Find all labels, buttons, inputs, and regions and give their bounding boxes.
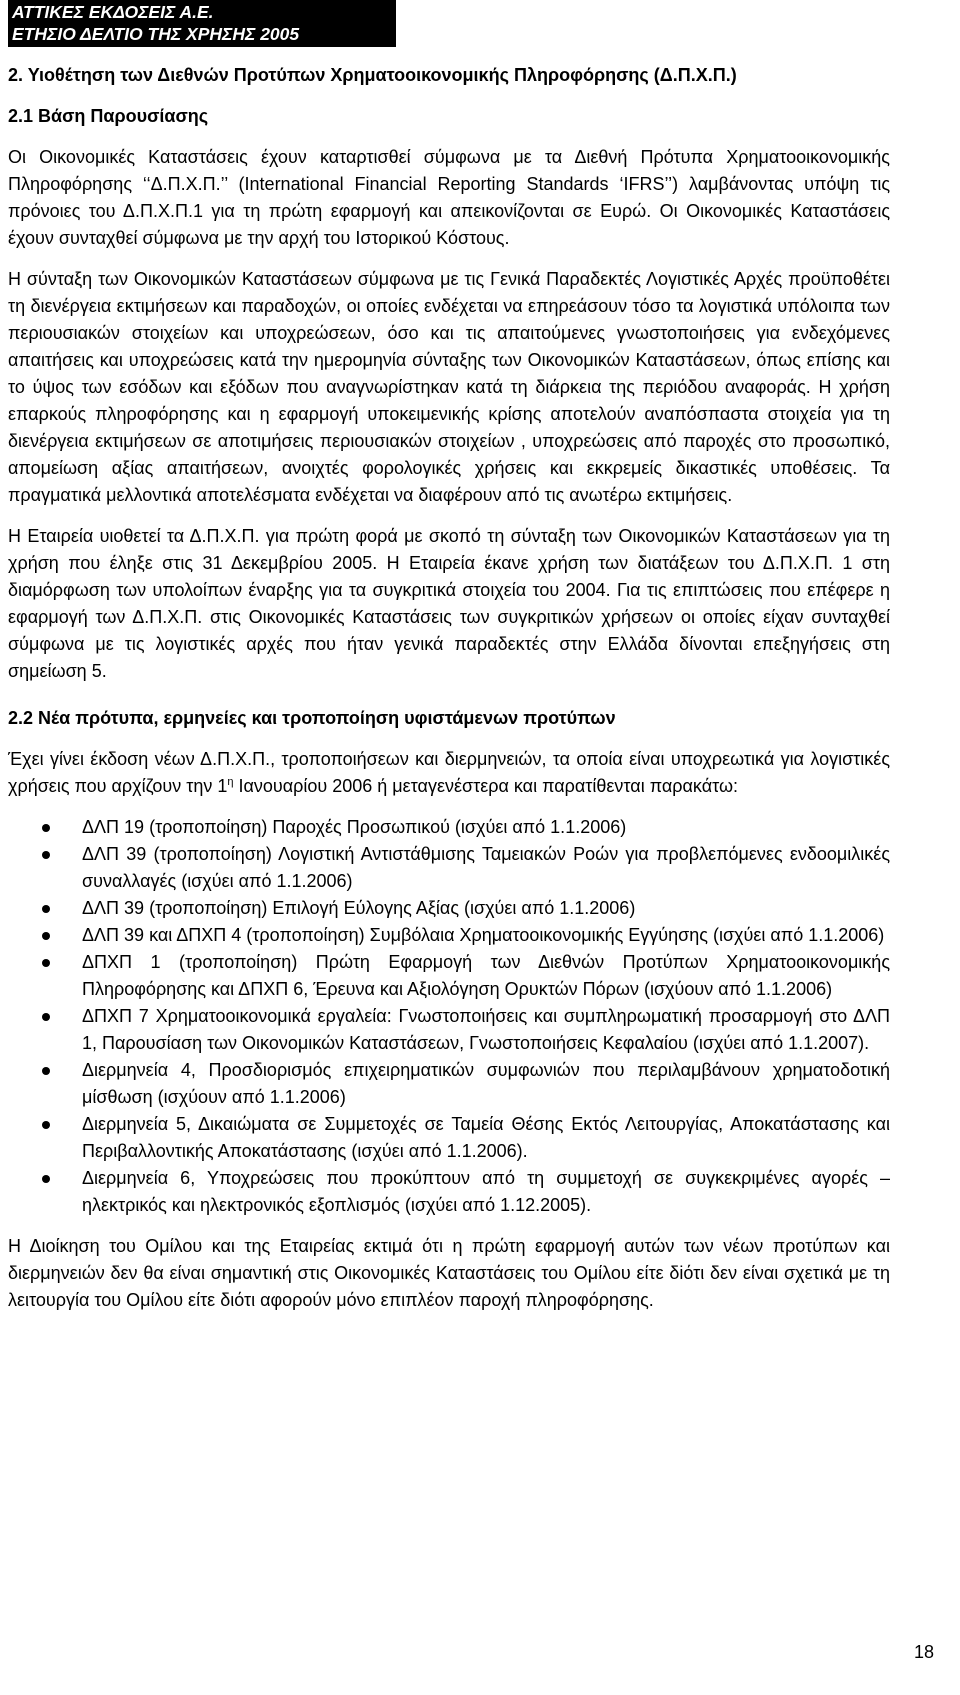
list-item-text: ΔΛΠ 39 (τροποποίηση) Επιλογή Εύλογης Αξίας (ισχύει από 1.1.2006)	[82, 898, 636, 918]
section-2-title: 2. Υιοθέτηση των Διεθνών Προτύπων Χρηματοοικονομικής Πληροφόρησης (Δ.Π.Χ.Π.)	[8, 65, 737, 85]
list-item	[8, 949, 890, 1003]
list-item	[8, 1003, 890, 1057]
bullet-icon	[42, 1121, 50, 1129]
bullet-icon	[42, 824, 50, 832]
new-standards-intro	[8, 746, 890, 800]
page-number: 18	[913, 1642, 934, 1662]
report-header	[8, 0, 396, 47]
list-item	[8, 841, 890, 895]
intro-text-end: Ιανουαρίου 2006 ή μεταγενέστερα και παρατίθενται παρακάτω:	[233, 776, 739, 796]
list-item-text: ΔΛΠ 39 (τροποποίηση) Λογιστική Αντιστάθμισης Ταμειακών Ροών για προβλεπόμενες ενδοομιλικές συναλλαγές (ισχύει από 1.1.2006)	[82, 844, 890, 891]
list-item	[8, 1165, 890, 1219]
header-company: ΑΤΤΙΚΕΣ ΕΚΔΟΣΕΙΣ Α.Ε.	[12, 2, 214, 22]
list-item-text: ΔΛΠ 39 και ΔΠΧΠ 4 (τροποποίηση) Συμβόλαια Χρηματοοικονομικής Εγγύησης (ισχύει από 1.1.2006)	[82, 925, 885, 945]
list-item-text: ΔΛΠ 19 (τροποποίηση) Παροχές Προσωπικού (ισχύει από 1.1.2006)	[82, 817, 627, 837]
section-2-1-title: 2.1 Βάση Παρουσίασης	[8, 106, 209, 126]
basis-paragraph-2: Η σύνταξη των Οικονομικών Καταστάσεων σύμφωνα με τις Γενικά Παραδεκτές Λογιστικές Αρχές προϋποθέτει τη διενέργεια εκτιμήσεων και παραδοχών, οι οποίες ενδέχεται να επηρεάσουν τόσο τα λογιστικά υπόλοιπα των περιουσιακών στοιχείων και υποχρεώσεων, όσο και τις απαιτούμενες γνωστοποιήσεις για ενδεχόμενες απαιτήσεις και υποχρεώσεις κατά την ημερομηνία σύνταξης των Οικονομικών Καταστάσεων, όπως επίσης και το ύψος των εσόδων και εξόδων που αναγνωρίστηκαν κατά τη διάρκεια της περιόδου αναφοράς. Η χρήση επαρκούς πληροφόρησης και η εφαρμογή υποκειμενικής κρίσης αποτελούν αναπόσπαστα στοιχεία για τη διενέργεια εκτιμήσεων σε αποτιμήσεις περιουσιακών στοιχείων , υποχρεώσεις από παροχές στο προσωπικό, απομείωση αξίας απαιτήσεων, ανοιχτές φορολογικές χρήσεις και εκκρεμείς δικαστικές υποθέσεις. Τα πραγματικά μελλοντικά αποτελέσματα ενδέχεται να διαφέρουν από τις ανωτέρω εκτιμήσεις.	[8, 269, 890, 505]
list-item	[8, 922, 890, 949]
bullet-icon	[42, 905, 50, 913]
list-item-text: Διερμηνεία 4, Προσδιορισμός επιχειρηματικών συμφωνιών που περιλαμβάνουν χρηματοδοτική μίσθωση (ισχύουν από 1.1.2006)	[82, 1060, 890, 1107]
list-item-text: Διερμηνεία 6, Υποχρεώσεις που προκύπτουν από τη συμμετοχή σε συγκεκριμένες αγορές – ηλεκτρικός και ηλεκτρονικός εξοπλισμός (ισχύει από 1.12.2005).	[82, 1168, 890, 1215]
bullet-icon	[42, 932, 50, 940]
list-item-text: Διερμηνεία 5, Δικαιώματα σε Συμμετοχές σε Ταμεία Θέσης Εκτός Λειτουργίας, Αποκατάστασης και Περιβαλλοντικής Αποκατάστασης (ισχύει από 1.1.2006).	[82, 1114, 890, 1161]
page-content	[8, 62, 890, 1314]
basis-paragraph-1: Οι Οικονομικές Καταστάσεις έχουν καταρτισθεί σύμφωνα με τα Διεθνή Πρότυπα Χρηματοοικονομικής Πληροφόρησης ‘‘Δ.Π.Χ.Π.’’ (International Financial Reporting Standards ‘IFRS’’) λαμβάνοντας υπόψη τις πρόνοιες του Δ.Π.Χ.Π.1 για τη πρώτη εφαρμογή και απεικονίζονται σε Ευρώ. Οι Οικονομικές Καταστάσεις έχουν συνταχθεί σύμφωνα με την αρχή του Ιστορικού Κόστους.	[8, 147, 890, 248]
intro-superscript: η	[227, 776, 234, 788]
closing-paragraph: Η Διοίκηση του Ομίλου και της Εταιρείας εκτιμά ότι η πρώτη εφαρμογή αυτών των νέων προτύπων και διερμηνειών δεν θα είναι σημαντική στις Οικονομικές Καταστάσεις του Ομίλου είτε δiότι δεν είναι σχετικά με τη λειτουργία του Ομίλου είτε διότι αφορούν μόνο επιπλέον παροχή πληροφόρησης.	[8, 1236, 890, 1310]
list-item	[8, 1057, 890, 1111]
bullet-icon	[42, 959, 50, 967]
section-2-2-title: 2.2 Νέα πρότυπα, ερμηνείες και τροποποίηση υφιστάμενων προτύπων	[8, 708, 616, 728]
header-report-title: ΕΤΗΣΙΟ ΔΕΛΤΙΟ ΤΗΣ ΧΡΗΣΗΣ 2005	[12, 24, 300, 44]
bullet-icon	[42, 1067, 50, 1075]
list-item-text: ΔΠΧΠ 7 Χρηματοοικονομικά εργαλεία: Γνωστοποιήσεις και συμπληρωματική προσαρμογή στο ΔΛΠ 1, Παρουσίαση των Οικονομικών Καταστάσεων, Γνωστοποιήσεις Κεφαλαίου (ισχύει από 1.1.2007).	[82, 1006, 890, 1053]
list-item	[8, 814, 890, 841]
bullet-icon	[42, 1013, 50, 1021]
list-item-text: ΔΠΧΠ 1 (τροποποίηση) Πρώτη Εφαρμογή των Διεθνών Προτύπων Χρηματοοικονομικής Πληροφόρησης και ΔΠΧΠ 6, Έρευνα και Αξιολόγηση Ορυκτών Πόρων (ισχύουν από 1.1.2006)	[82, 952, 890, 999]
basis-paragraph-3: Η Εταιρεία υιοθετεί τα Δ.Π.Χ.Π. για πρώτη φορά με σκοπό τη σύνταξη των Οικονομικών Καταστάσεων για τη χρήση που έληξε στις 31 Δεκεμβρίου 2005. Η Εταιρεία έκανε χρήση των διατάξεων του Δ.Π.Χ.Π. 1 στη διαμόρφωση των υπολοίπων έναρξης για τα συγκριτικά στοιχεία του 2004. Για τις επιπτώσεις που επέφερε η εφαρμογή των Δ.Π.Χ.Π. στις Οικονομικές Καταστάσεις των συγκριτικών χρήσεων οι οποίες είχαν συνταχθεί σύμφωνα με τις λογιστικές αρχές που ήταν γενικά παραδεκτές στην Ελλάδα δίνονται επεξηγήσεις στη σημείωση 5.	[8, 526, 890, 681]
bullet-icon	[42, 1175, 50, 1183]
list-item	[8, 895, 890, 922]
list-item	[8, 1111, 890, 1165]
bullet-icon	[42, 851, 50, 859]
intro-text-start: Έχει γίνει έκδοση νέων Δ.Π.Χ.Π., τροποποιήσεων και διερμηνειών, τα οποία είναι υποχρεωτικά για λογιστικές χρήσεις που αρχίζουν την 1	[8, 749, 890, 796]
new-standards-list	[8, 814, 890, 1219]
